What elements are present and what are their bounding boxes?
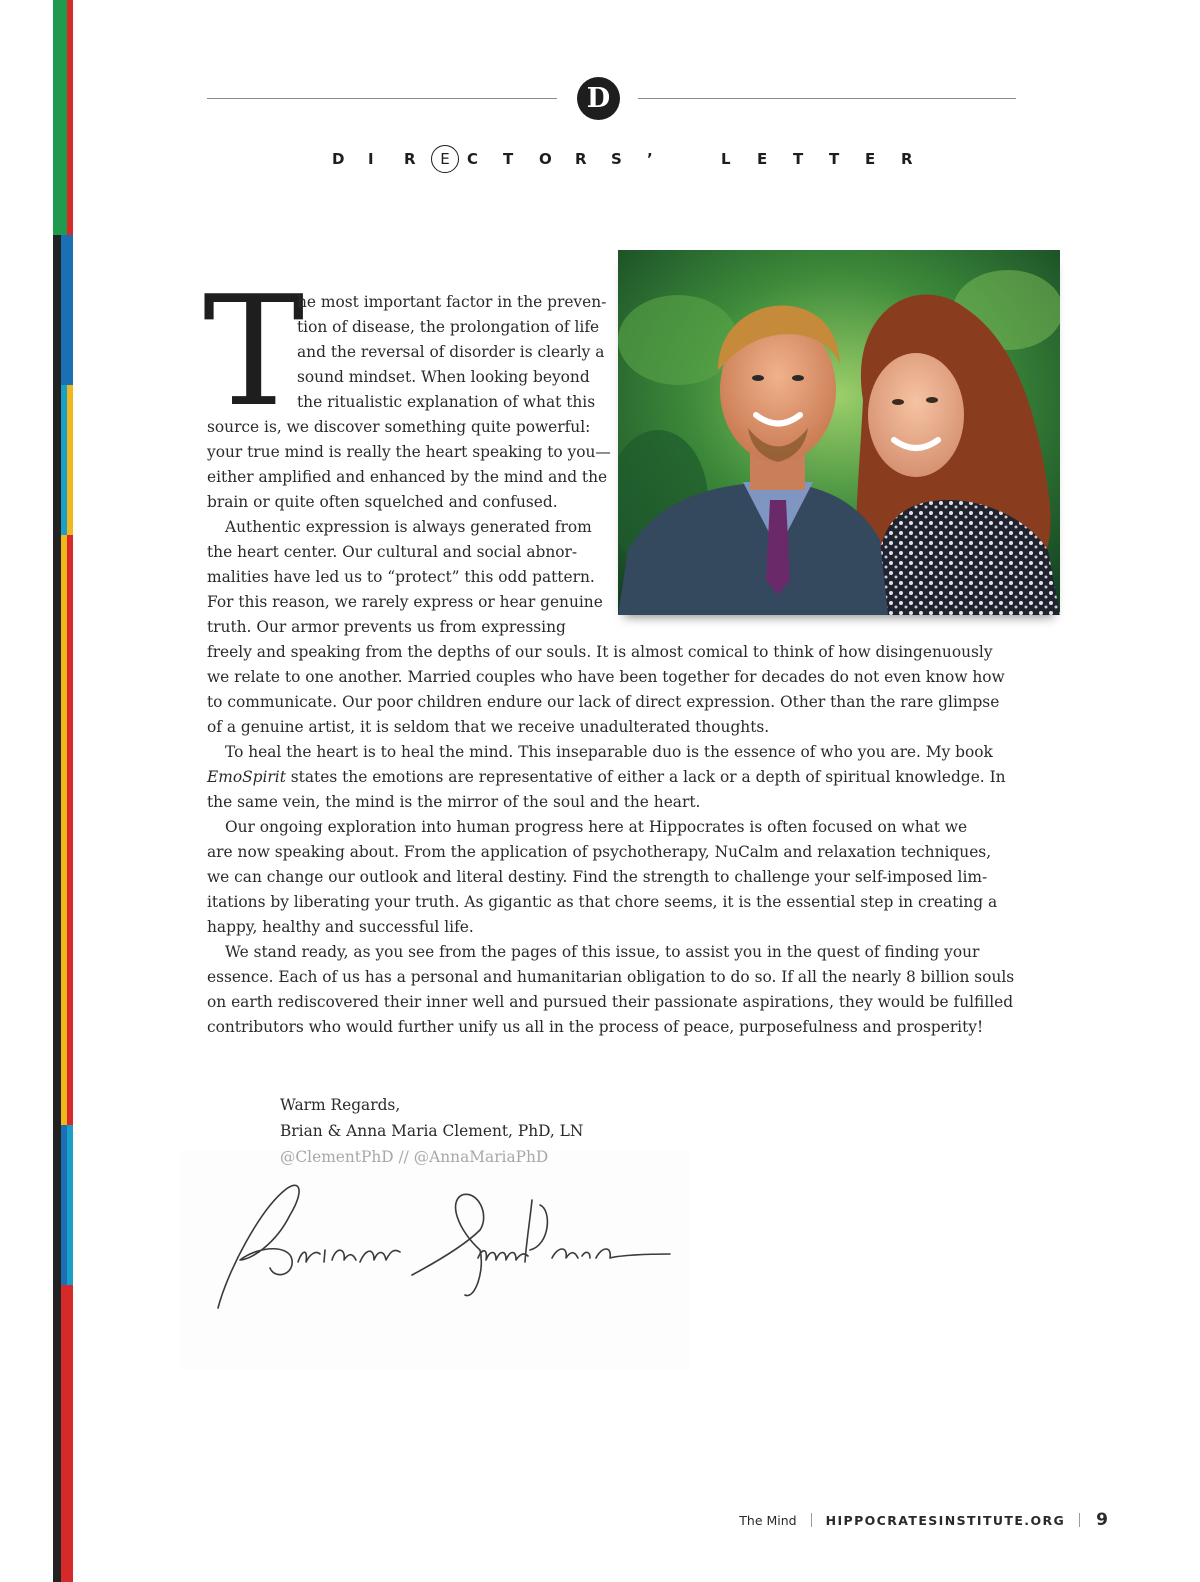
page-number: 9 — [1096, 1510, 1108, 1530]
header-rule-left — [207, 98, 557, 99]
body-line: happy, healthy and successful life. — [207, 918, 474, 936]
color-stripe-dark — [53, 0, 61, 1582]
body-line: of a genuine artist, it is seldom that we receive unadulterated thoughts. — [207, 718, 770, 736]
title-letter: T — [793, 150, 804, 168]
body-line: he most important factor in the preven- — [297, 293, 607, 311]
body-line: truth. Our armor prevents us from expressing — [207, 618, 566, 636]
color-stripe-red — [67, 0, 73, 1582]
body-line: we can change our outlook and literal destiny. Find the strength to challenge your self-imposed lim- — [207, 868, 988, 886]
body-line: tion of disease, the prolongation of life — [297, 318, 600, 336]
title-letter: D — [332, 150, 345, 168]
author-names: Brian & Anna Maria Clement, PhD, LN — [280, 1122, 584, 1140]
body-line: the heart center. Our cultural and social abnor- — [207, 543, 578, 561]
page-footer — [739, 1508, 1108, 1532]
body-line: malities have led us to “protect” this odd pattern. — [207, 568, 595, 586]
body-line: your true mind is really the heart speaking to you— — [207, 443, 611, 461]
body-line: we relate to one another. Married couples who have been together for decades do not even know how — [207, 668, 1005, 686]
drop-cap: T — [203, 263, 305, 440]
salutation: Warm Regards, — [280, 1096, 401, 1114]
footer-divider — [1079, 1513, 1080, 1527]
section-title — [332, 147, 937, 171]
title-letter: T — [503, 150, 514, 168]
body-line: freely and speaking from the depths of our souls. It is almost comical to think of how disingenuously — [207, 643, 993, 661]
handwritten-signature — [180, 1150, 690, 1370]
body-line: contributors who would further unify us all in the process of peace, purposefulness and prosperity! — [207, 1018, 984, 1036]
body-line: on earth rediscovered their inner well and pursued their passionate aspirations, they would be fulfilled — [207, 993, 1014, 1011]
title-letter: ’ — [647, 150, 653, 168]
title-letter: C — [467, 150, 479, 168]
title-letter: R — [404, 150, 416, 168]
footer-divider — [811, 1513, 812, 1527]
body-line-text: states the emotions are representative of either a lack or a depth of spiritual knowledge. In — [285, 768, 1006, 786]
body-line: the ritualistic explanation of what this — [297, 393, 596, 411]
body-line: the same vein, the mind is the mirror of the soul and the heart. — [207, 793, 701, 811]
title-letter: O — [539, 150, 552, 168]
body-line — [207, 765, 1006, 790]
directors-photo — [618, 250, 1060, 615]
title-letter: R — [575, 150, 587, 168]
title-letter: L — [721, 150, 731, 168]
body-line: source is, we discover something quite powerful: — [207, 418, 591, 436]
title-letter: R — [901, 150, 913, 168]
book-title: EmoSpirit — [207, 768, 286, 786]
body-line: For this reason, we rarely express or hear genuine — [207, 593, 603, 611]
footer-website-link[interactable]: HIPPOCRATESINSTITUTE.ORG — [825, 1512, 1066, 1528]
footer-section-name: The Mind — [739, 1512, 797, 1528]
section-badge: D — [577, 77, 620, 120]
title-letter: E — [757, 150, 768, 168]
body-line: To heal the heart is to heal the mind. This inseparable duo is the essence of who you are. My book — [225, 743, 993, 761]
body-line: to communicate. Our poor children endure our lack of direct expression. Other than the rare glimpse — [207, 693, 1000, 711]
body-line: are now speaking about. From the application of psychotherapy, NuCalm and relaxation techniques, — [207, 843, 992, 861]
body-line: Authentic expression is always generated from — [225, 518, 592, 536]
body-line: essence. Each of us has a personal and humanitarian obligation to do so. If all the nearly 8 billion souls — [207, 968, 1015, 986]
title-letter-circled: E — [431, 145, 459, 173]
title-letter: T — [829, 150, 840, 168]
title-letter: I — [368, 150, 374, 168]
body-line: either amplified and enhanced by the mind and the — [207, 468, 608, 486]
body-line: sound mindset. When looking beyond — [297, 368, 590, 386]
body-line: itations by liberating your truth. As gigantic as that chore seems, it is the essential step in creating a — [207, 893, 998, 911]
header-rule-right — [638, 98, 1016, 99]
title-letter: S — [611, 150, 622, 168]
body-line: Our ongoing exploration into human progress here at Hippocrates is often focused on what we — [225, 818, 968, 836]
body-line: We stand ready, as you see from the pages of this issue, to assist you in the quest of finding your — [225, 943, 980, 961]
body-line: and the reversal of disorder is clearly a — [297, 343, 605, 361]
body-line: brain or quite often squelched and confused. — [207, 493, 558, 511]
title-letter: E — [865, 150, 876, 168]
